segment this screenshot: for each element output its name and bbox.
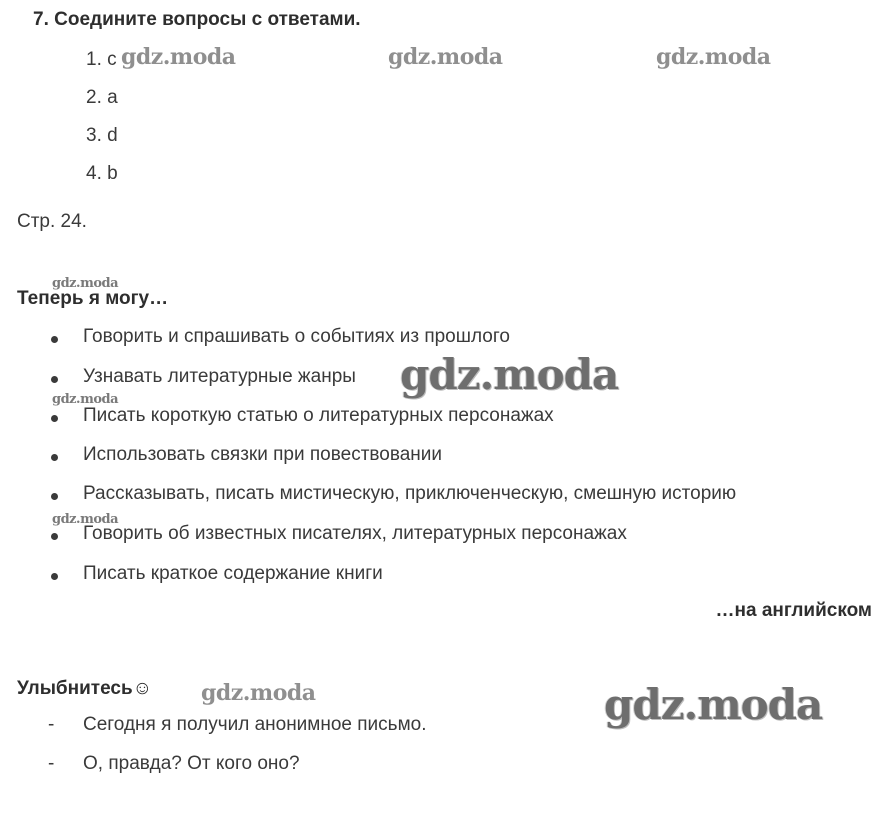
list-item-text: Использовать связки при повествовании [83, 444, 443, 465]
smile-heading: Улыбнитесь☺ [17, 678, 153, 699]
dialogue-line-1: Сегодня я получил анонимное письмо. [83, 714, 427, 735]
bullet-icon [51, 336, 58, 343]
list-item-text: Говорить об известных писателях, литературных персонажах [83, 523, 627, 544]
list-item-text: Рассказывать, писать мистическую, приключенческую, смешную историю [83, 483, 737, 504]
answer-1: 1. c [86, 49, 117, 70]
watermark-logo: gdz.moda [52, 392, 119, 407]
bullet-icon [51, 454, 58, 461]
watermark-logo: gdz.moda [52, 276, 119, 291]
watermark-logo: gdz.moda [604, 680, 823, 729]
dialogue-dash: - [48, 714, 55, 735]
list-item-text: Говорить и спрашивать о событиях из прошлого [83, 326, 510, 347]
watermark-logo: gdz.moda [400, 350, 619, 399]
answer-3: 3. d [86, 125, 118, 146]
bullet-icon [51, 493, 58, 500]
watermark-logo: gdz.moda [201, 680, 316, 706]
list-item-text: Писать короткую статью о литературных персонажах [83, 405, 554, 426]
bullet-icon [51, 533, 58, 540]
now-i-can-heading: Теперь я могу… [17, 288, 169, 309]
bullet-icon [51, 415, 58, 422]
bullet-icon [51, 376, 58, 383]
watermark-logo: gdz.moda [388, 44, 503, 70]
list-item-text: Писать краткое содержание книги [83, 563, 383, 584]
watermark-logo: gdz.moda [52, 512, 119, 527]
answer-2: 2. a [86, 87, 118, 108]
watermark-logo: gdz.moda [121, 44, 236, 70]
list-item-text: Узнавать литературные жанры [83, 366, 356, 387]
bullet-icon [51, 573, 58, 580]
page-reference: Стр. 24. [17, 211, 87, 232]
dialogue-line-2: О, правда? От кого оно? [83, 753, 300, 774]
dialogue-dash: - [48, 753, 55, 774]
watermark-logo: gdz.moda [656, 44, 771, 70]
task7-heading: 7. Соедините вопросы с ответами. [33, 9, 361, 30]
in-english-suffix: …на английском [715, 600, 872, 621]
answer-4: 4. b [86, 163, 118, 184]
